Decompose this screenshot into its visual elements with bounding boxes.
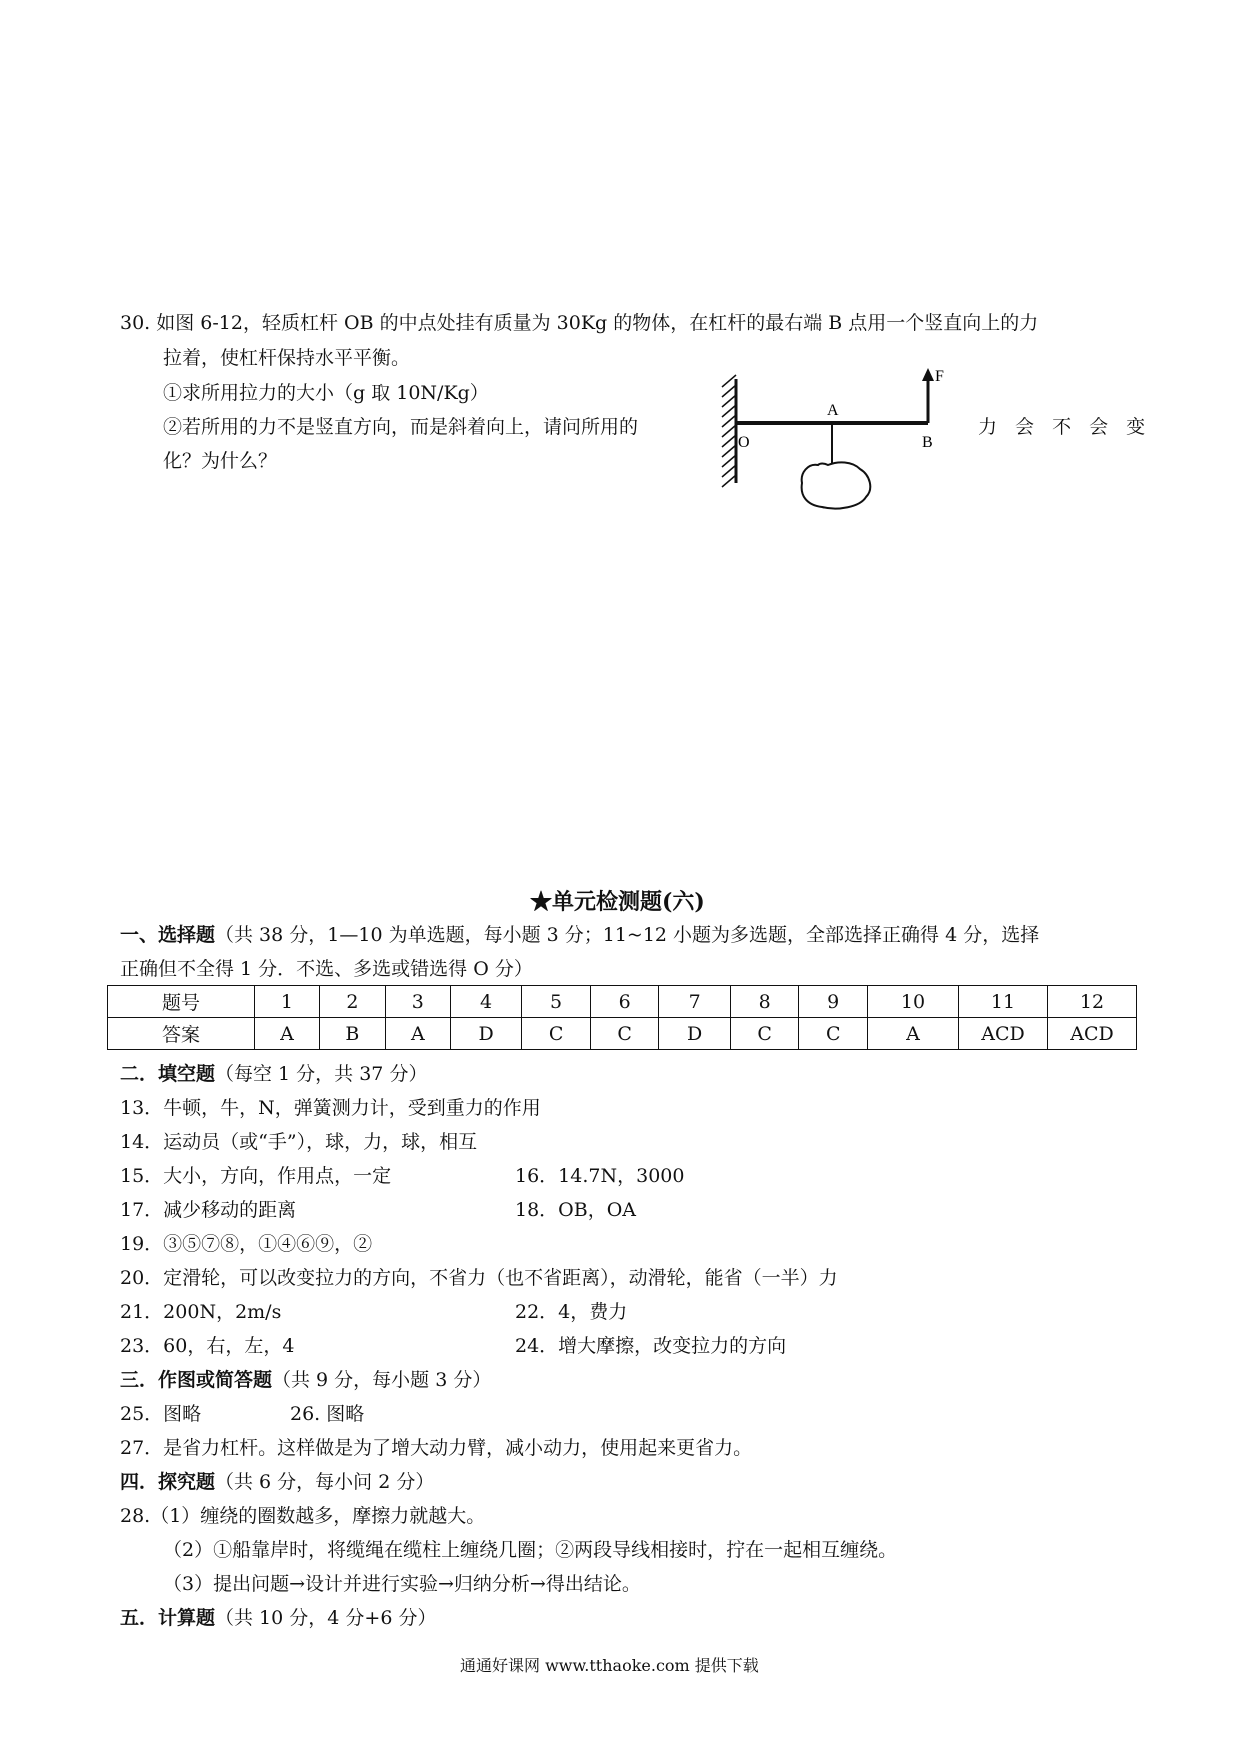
s1-desc1: （共 38 分，1—10 为单选题，每小题 3 分；11~12 小题为多选题，全部选择正确得 4 分，选择 bbox=[215, 924, 1040, 946]
stone-object bbox=[802, 462, 871, 508]
arrow-head bbox=[922, 368, 934, 381]
table-cell: C bbox=[590, 1018, 659, 1050]
table-row-answers bbox=[108, 1018, 1137, 1050]
table-cell: 4 bbox=[450, 986, 522, 1018]
answer-27: 27．是省力杠杆。这样做是为了增大动力臂，减小动力，使用起来更省力。 bbox=[120, 1437, 753, 1459]
answer-19: 19．③⑤⑦⑧，①④⑥⑨，② bbox=[120, 1233, 373, 1255]
s2-desc: （每空 1 分，共 37 分） bbox=[215, 1063, 428, 1085]
table-cell: C bbox=[799, 1018, 868, 1050]
q30-part1: ①求所用拉力的大小（g 取 10N/Kg） bbox=[163, 382, 489, 404]
table-cell: A bbox=[385, 1018, 450, 1050]
table-cell: 3 bbox=[385, 986, 450, 1018]
table-cell: B bbox=[319, 1018, 385, 1050]
table-cell: 6 bbox=[590, 986, 659, 1018]
label-B: B bbox=[922, 434, 933, 451]
label-F: F bbox=[935, 368, 944, 385]
table-cell: 1 bbox=[255, 986, 320, 1018]
answer-16: 16．14.7N，3000 bbox=[515, 1165, 685, 1187]
s3-heading: 三．作图或简答题 bbox=[120, 1369, 273, 1391]
s4-desc: （共 6 分，每小问 2 分） bbox=[215, 1471, 435, 1493]
section-title: ★单元检测题(六) bbox=[530, 889, 705, 915]
answer-20: 20．定滑轮，可以改变拉力的方向，不省力（也不省距离），动滑轮，能省（一半）力 bbox=[120, 1267, 838, 1289]
answer-28-3: （3）提出问题→设计并进行实验→归纳分析→得出结论。 bbox=[163, 1573, 641, 1595]
s5-desc: （共 10 分，4 分+6 分） bbox=[215, 1607, 437, 1629]
table-cell: 8 bbox=[730, 986, 799, 1018]
table-cell: ACD bbox=[959, 1018, 1048, 1050]
table-cell: 11 bbox=[959, 986, 1048, 1018]
s1-heading: 一、选择题 bbox=[120, 924, 216, 946]
table-cell: D bbox=[659, 1018, 731, 1050]
s1-heading-line bbox=[120, 920, 1039, 947]
label-O: O bbox=[738, 434, 750, 451]
s4-heading: 四．探究题 bbox=[120, 1471, 216, 1493]
table-row-numbers bbox=[108, 986, 1137, 1018]
s3-heading-line bbox=[120, 1365, 491, 1392]
answer-15: 15．大小，方向，作用点，一定 bbox=[120, 1165, 392, 1187]
table-cell: 9 bbox=[799, 986, 868, 1018]
answer-28-2: （2）①船靠岸时，将缆绳在缆柱上缠绕几圈；②两段导线相接时，拧在一起相互缠绕。 bbox=[163, 1539, 898, 1561]
table-cell: C bbox=[522, 1018, 591, 1050]
table-cell: 2 bbox=[319, 986, 385, 1018]
answer-22: 22．4，费力 bbox=[515, 1301, 628, 1323]
table-cell: 7 bbox=[659, 986, 731, 1018]
s5-heading-line bbox=[120, 1603, 436, 1630]
answer-26: 26. 图略 bbox=[290, 1403, 365, 1425]
table-header-label: 答案 bbox=[108, 1018, 255, 1050]
label-A: A bbox=[827, 402, 839, 419]
q30-part2c: 化？为什么？ bbox=[163, 450, 278, 472]
answer-25: 25．图略 bbox=[120, 1403, 202, 1425]
table-cell: A bbox=[255, 1018, 320, 1050]
table-cell: C bbox=[730, 1018, 799, 1050]
table-cell: A bbox=[868, 1018, 959, 1050]
answer-table bbox=[107, 985, 1137, 1050]
table-cell: ACD bbox=[1048, 1018, 1137, 1050]
wall-hatching bbox=[722, 375, 736, 487]
answer-23: 23．60，右，左，4 bbox=[120, 1335, 295, 1357]
q30-line1: 30. 如图 6-12，轻质杠杆 OB 的中点处挂有质量为 30Kg 的物体，在杠杆的最右端 B 点用一个竖直向上的力 bbox=[120, 312, 1039, 334]
answer-14: 14．运动员（或“手”），球，力，球，相互 bbox=[120, 1131, 478, 1153]
answer-17: 17．减少移动的距离 bbox=[120, 1199, 297, 1221]
q30-part2a: ②若所用的力不是竖直方向，而是斜着向上，请问所用的 bbox=[163, 416, 639, 438]
footer-text: 通通好课网 www.tthaoke.com 提供下载 bbox=[460, 1656, 759, 1675]
table-cell: D bbox=[450, 1018, 522, 1050]
answer-24: 24．增大摩擦，改变拉力的方向 bbox=[515, 1335, 787, 1357]
answer-18: 18．OB，OA bbox=[515, 1199, 637, 1221]
q30-part2b: 力 会 不 会 变 bbox=[978, 416, 1152, 438]
s2-heading: 二．填空题 bbox=[120, 1063, 216, 1085]
table-header-label: 题号 bbox=[108, 986, 255, 1018]
table-cell: 5 bbox=[522, 986, 591, 1018]
answer-21: 21．200N，2m/s bbox=[120, 1301, 282, 1323]
table-cell: 12 bbox=[1048, 986, 1137, 1018]
s2-heading-line bbox=[120, 1059, 427, 1086]
answer-28-1: 28.（1）缠绕的圈数越多，摩擦力就越大。 bbox=[120, 1505, 486, 1527]
answer-13: 13．牛顿，牛，N，弹簧测力计，受到重力的作用 bbox=[120, 1097, 541, 1119]
s1-desc2: 正确但不全得 1 分．不选、多选或错选得 O 分） bbox=[120, 958, 533, 980]
table-cell: 10 bbox=[868, 986, 959, 1018]
s4-heading-line bbox=[120, 1467, 434, 1494]
s3-desc: （共 9 分，每小题 3 分） bbox=[272, 1369, 492, 1391]
q30-line2: 拉着，使杠杆保持水平平衡。 bbox=[163, 347, 411, 369]
lever-figure bbox=[710, 365, 970, 525]
s5-heading: 五．计算题 bbox=[120, 1607, 216, 1629]
